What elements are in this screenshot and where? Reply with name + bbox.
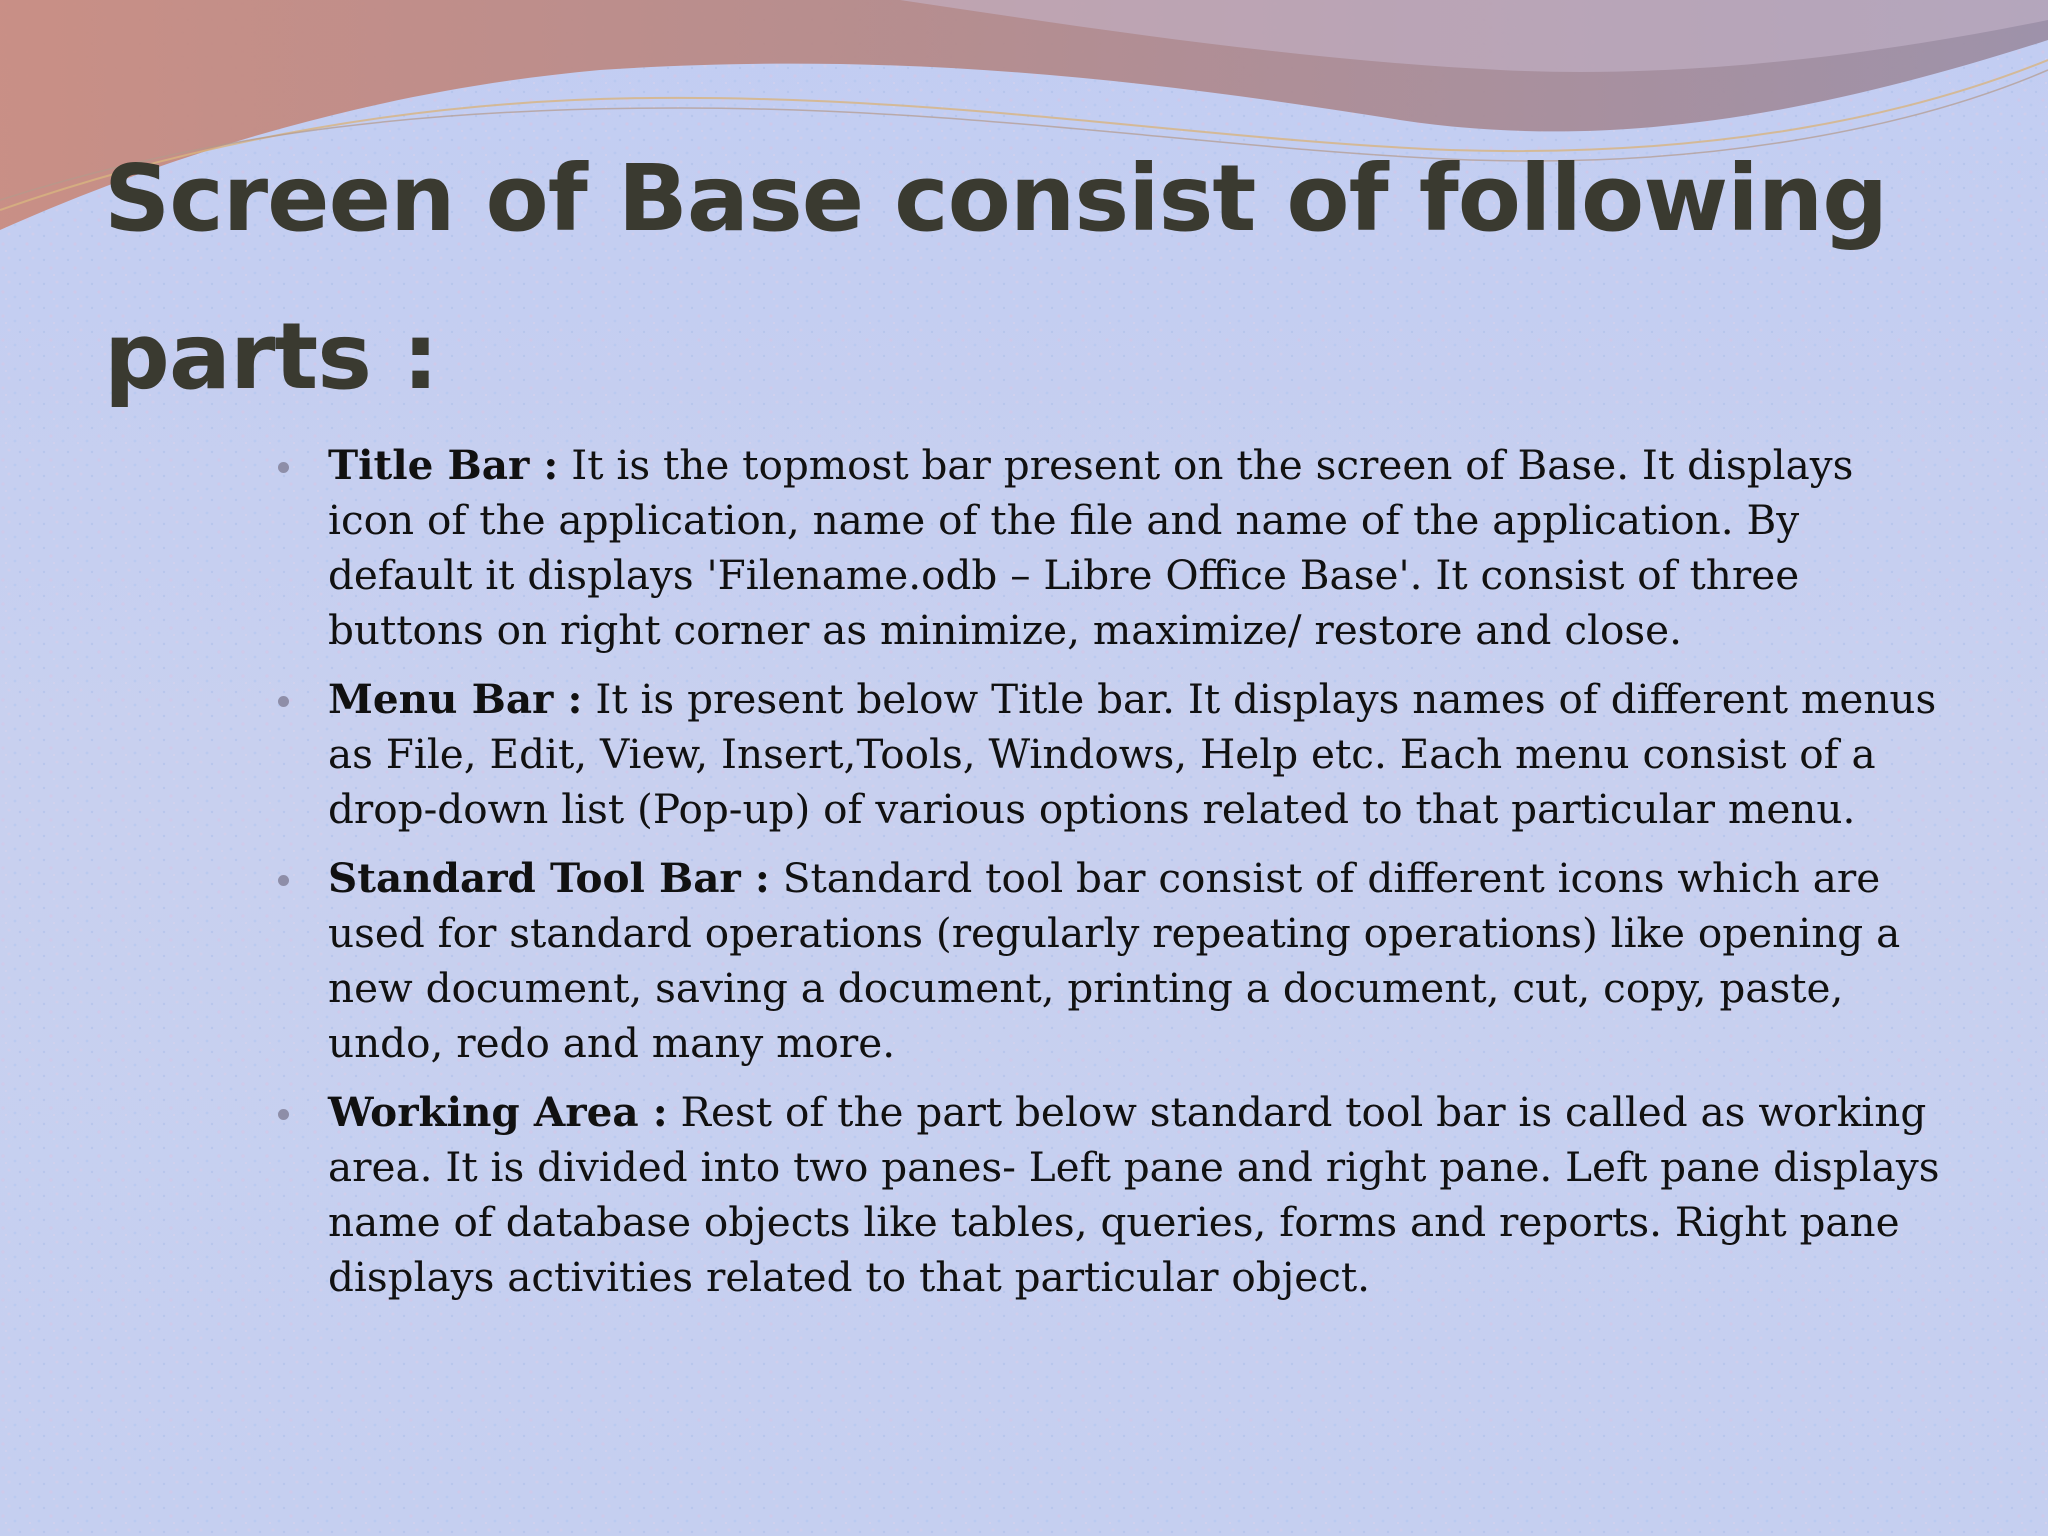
bullet-term: Menu Bar :: [328, 675, 583, 723]
bullet-icon: [278, 875, 289, 886]
bullet-item-menu-bar: [250, 672, 1950, 837]
bullet-item-working-area: [250, 1085, 1950, 1305]
bullet-item-standard-tool-bar: [250, 851, 1950, 1071]
bullet-term: Standard Tool Bar :: [328, 854, 770, 902]
bullet-icon: [278, 462, 289, 473]
bullet-text: It is present below Title bar. It displays names of different menus as File, Edit, View, Insert,Tools, Windows, Help etc. Each menu consist of a drop-down list (Pop-up) of various options related to that particular menu.: [328, 675, 1937, 833]
bullet-list: [250, 438, 1950, 1319]
slide-title: Screen of Base consist of following parts :: [104, 145, 1888, 410]
bullet-icon: [278, 1109, 289, 1120]
bullet-text: Rest of the part below standard tool bar is called as working area. It is divided into two panes- Left pane and right pane. Left pane displays name of database objects like tables, queries, forms and reports. Right pane displays activities related to that particular object.: [328, 1088, 1940, 1301]
bullet-text: It is the topmost bar present on the screen of Base. It displays icon of the application, name of the file and name of the application. By default it displays 'Filename.odb – Libre Office Base'. It consist of three buttons on right corner as minimize, maximize/ restore and close.: [328, 441, 1854, 654]
bullet-term: Title Bar :: [328, 441, 559, 489]
bullet-text: Standard tool bar consist of different icons which are used for standard operations (regularly repeating operations) like opening a new document, saving a document, printing a document, cut, copy, paste, undo, redo and many more.: [328, 854, 1901, 1067]
bullet-icon: [278, 696, 289, 707]
bullet-item-title-bar: [250, 438, 1950, 658]
bullet-term: Working Area :: [328, 1088, 668, 1136]
